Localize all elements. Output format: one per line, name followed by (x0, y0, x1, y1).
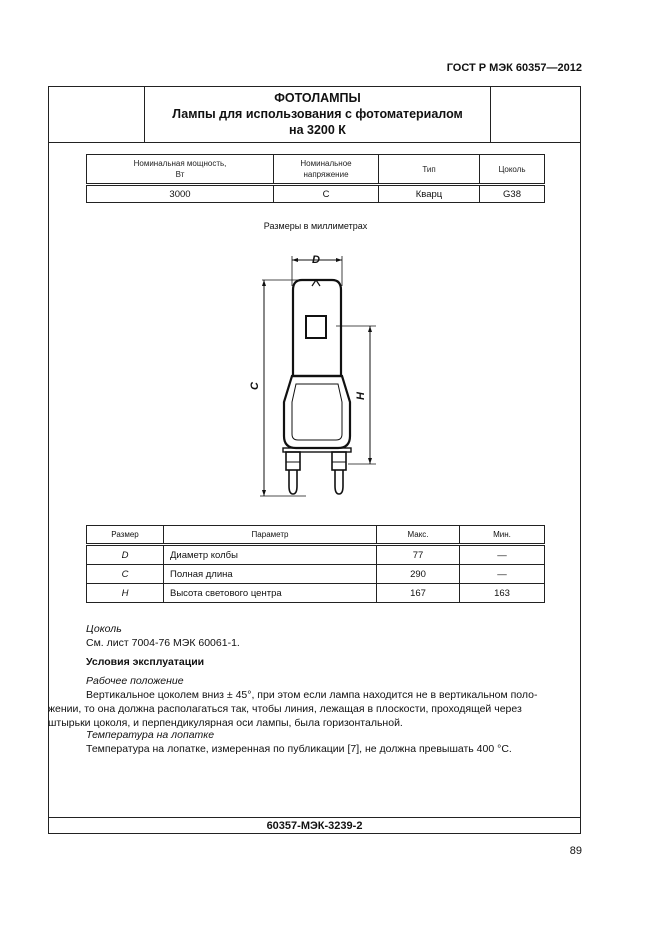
standard-number: ГОСТ Р МЭК 60357—2012 (446, 62, 582, 74)
lamp-base (284, 376, 350, 448)
param-row (87, 565, 545, 584)
lamp-filament (306, 316, 326, 338)
pinch-heading: Температура на лопатке (86, 729, 215, 741)
spec-header-power: Номинальная мощность, Вт (87, 155, 274, 185)
param-header-min: Мин. (460, 526, 545, 545)
spec-header-type: Тип (379, 155, 480, 185)
param-row-symbol: D (87, 545, 164, 565)
lamp-drawing (240, 252, 400, 502)
header-divider-right (490, 86, 491, 142)
spec-value-row (87, 185, 545, 203)
param-row-min: 163 (460, 584, 545, 603)
param-row-name: Диаметр колбы (164, 545, 377, 565)
sheet-header (48, 86, 581, 143)
sheet-title (145, 90, 490, 138)
param-row-min: — (460, 545, 545, 565)
conditions-heading: Условия эксплуатации (86, 656, 205, 668)
param-row-symbol: C (87, 565, 164, 584)
param-row-name: Полная длина (164, 565, 377, 584)
spec-header-row (87, 155, 545, 185)
param-row-symbol: H (87, 584, 164, 603)
spec-value-voltage: C (274, 185, 379, 203)
pinch-text: Температура на лопатке, измеренная по публикации [7], не должна превышать 400 °C. (86, 743, 512, 755)
sheet-code: 60357-МЭК-3239-2 (266, 820, 363, 832)
lamp-pin-left (286, 452, 300, 470)
lamp-bulb (293, 280, 341, 376)
title-line-2: Лампы для использования с фотоматериалом (172, 107, 463, 121)
spec-header-voltage: Номинальное напряжение (274, 155, 379, 185)
label-c: C (249, 382, 261, 390)
position-text-3: штырьки цоколя, и перпендикулярная оси лампы, была горизонтальной. (48, 717, 403, 729)
param-row-name: Высота светового центра (164, 584, 377, 603)
param-row-max: 77 (377, 545, 460, 565)
spec-table (86, 154, 545, 203)
param-header-dimension: Размер (87, 526, 164, 545)
label-h: H (355, 392, 367, 400)
position-heading: Рабочее положение (86, 675, 184, 687)
title-line-3: на 3200 К (289, 123, 346, 137)
position-text-2: жении, то она должна располагаться так, чтобы линия, лежащая в плоскости, проходящей через (48, 703, 522, 715)
base-heading: Цоколь (86, 623, 122, 635)
param-row-max: 290 (377, 565, 460, 584)
spec-value-power: 3000 (87, 185, 274, 203)
param-row-min: — (460, 565, 545, 584)
spec-value-type: Кварц (379, 185, 480, 203)
label-d: D (312, 254, 320, 266)
parameter-table (86, 525, 545, 603)
spec-header-base: Цоколь (480, 155, 545, 185)
param-row (87, 584, 545, 603)
param-row (87, 545, 545, 565)
param-header-row (87, 526, 545, 545)
base-text: См. лист 7004-76 МЭК 60061-1. (86, 637, 240, 649)
title-line-1: ФОТОЛАМПЫ (274, 91, 361, 105)
dimensions-caption: Размеры в миллиметрах (263, 221, 368, 231)
lamp-pin-right (332, 452, 346, 470)
footer-divider (48, 817, 581, 818)
param-row-max: 167 (377, 584, 460, 603)
spec-value-base: G38 (480, 185, 545, 203)
position-text-1: Вертикальное цоколем вниз ± 45°, при этом если лампа находится не в вертикальном поло- (86, 689, 538, 701)
param-header-parameter: Параметр (164, 526, 377, 545)
page-number: 89 (569, 845, 582, 857)
param-header-max: Макс. (377, 526, 460, 545)
